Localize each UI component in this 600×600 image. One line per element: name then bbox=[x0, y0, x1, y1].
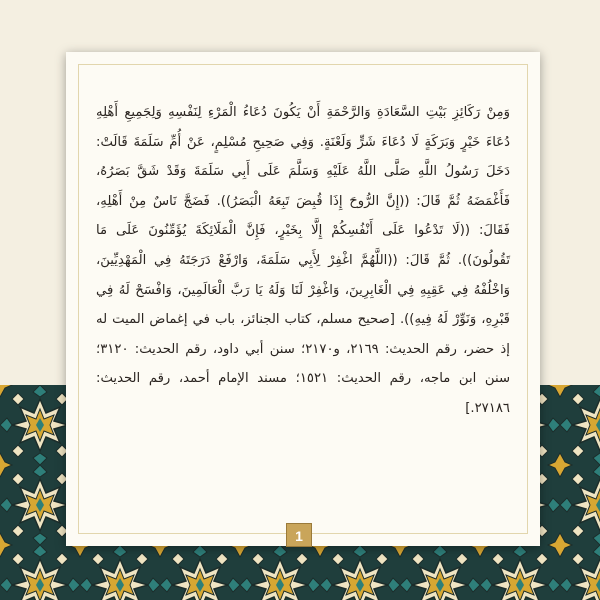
hadith-paragraph bbox=[96, 98, 510, 424]
hadith-text: وَمِنْ رَكَائِزِ بَيْتِ السَّعَادَةِ وَالرَّحْمَةِ أَنْ يَكُونَ دُعَاءُ الْمَرْءِ لِنَفْسِهِ وَلِجَمِيعِ أَهْلِهِ دُعَاءَ خَيْرٍ وَبَرَكَةٍ لَا دُعَاءَ شَرٍّ وَلَعْنَةٍ. وَفِي صَحِيحِ مُسْلِمٍ، عَنْ أُمِّ سَلَمَةَ قَالَتْ: دَخَلَ رَسُولُ اللَّهِ صَلَّى اللَّهُ عَلَيْهِ وَسَلَّمَ عَلَى أَبِي سَلَمَةَ وَقَدْ شَقَّ بَصَرُهُ، فَأَغْمَضَهُ ثُمَّ قَالَ: ((إِنَّ الرُّوحَ إِذَا قُبِضَ تَبِعَهُ الْبَصَرُ)). فَضَجَّ نَاسٌ مِنْ أَهْلِهِ، فَقَالَ: ((لَا تَدْعُوا عَلَى أَنْفُسِكُمْ إِلَّا بِخَيْرٍ، فَإِنَّ الْمَلَائِكَةَ يُؤَمِّنُونَ عَلَى مَا تَقُولُونَ)). ثُمَّ قَالَ: ((اللَّهُمَّ اغْفِرْ لِأَبِي سَلَمَةَ، وَارْفَعْ دَرَجَتَهُ فِي الْمَهْدِيِّينَ، وَاخْلُفْهُ فِي عَقِبِهِ فِي الْغَابِرِينَ، وَاغْفِرْ لَنَا وَلَهُ يَا رَبَّ الْعَالَمِينَ، وَافْسَحْ لَهُ فِي قَبْرِهِ، وَنَوِّرْ لَهُ فِيهِ)). bbox=[96, 105, 510, 328]
hadith-reference: [صحيح مسلم، كتاب الجنائز، باب في إغماض الميت له إذ حضر، رقم الحديث: ٢١٦٩، و٢١٧٠؛ سنن أبي داود، رقم الحديث: ٣١٢٠؛ سنن ابن ماجه، رقم الحديث: ١٥٢١؛ مسند الإمام أحمد، رقم الحديث: ٢٧١٨٦.] bbox=[96, 312, 510, 416]
page-number-badge: 1 bbox=[286, 523, 312, 547]
text-card bbox=[66, 52, 540, 546]
